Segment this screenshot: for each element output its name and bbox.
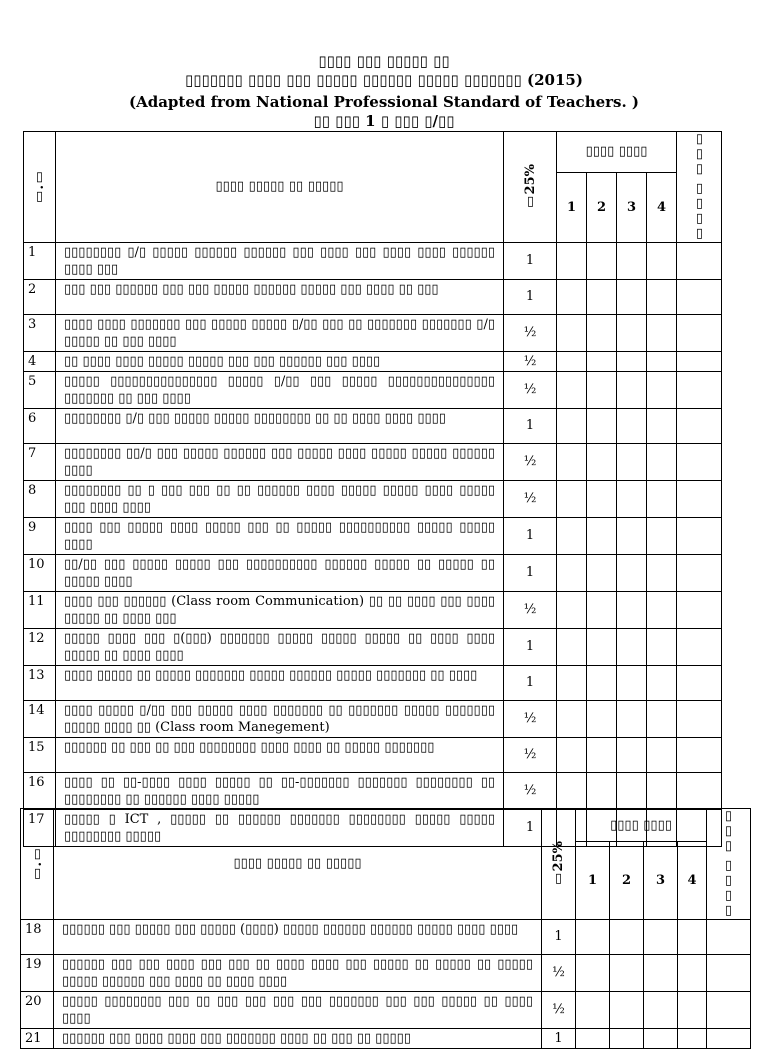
grade-4-cell[interactable]: [678, 919, 707, 954]
grade-2-cell[interactable]: [587, 737, 617, 772]
row-criteria-text: ▯▯▯▯ ▯▯ ▯▯-▯▯▯▯ ▯▯▯▯ ▯▯▯▯▯ ▯▯ ▯▯-▯▯▯▯▯▯▯ ▯▯▯▯▯▯▯ ▯▯▯▯▯▯▯▯ ▯▯ ▯▯▯▯▯▯▯▯ ▯▯ ▯▯▯▯▯▯ ▯▯▯▯ ▯▯▯▯▯: [56, 772, 504, 809]
criteria-header: ▯▯▯▯ ▯▯▯▯▯ ▯▯ ▯▯▯▯▯: [54, 809, 542, 920]
total-cell[interactable]: [677, 700, 722, 737]
row-number: 7: [24, 443, 56, 480]
grade-2-cell[interactable]: [610, 919, 644, 954]
grade-3-cell[interactable]: [617, 279, 647, 314]
row-number: 11: [24, 591, 56, 628]
row-criteria-text: ▯▯▯▯ ▯▯▯ ▯▯▯▯▯ ▯▯▯▯ ▯▯▯▯▯ ▯▯▯ ▯▯ ▯▯▯▯▯ ▯▯▯▯▯▯▯▯▯▯ ▯▯▯▯▯ ▯▯▯▯▯ ▯▯▯▯: [56, 517, 504, 554]
grade-2-cell[interactable]: [587, 480, 617, 517]
grade-3-cell[interactable]: [617, 443, 647, 480]
row-number: 14: [24, 700, 56, 737]
total-cell[interactable]: [677, 665, 722, 700]
grade-1-cell[interactable]: [557, 591, 587, 628]
total-cell[interactable]: [677, 554, 722, 591]
total-cell[interactable]: [677, 371, 722, 408]
weight-header: ▯25%: [542, 809, 576, 920]
total-cell[interactable]: [677, 408, 722, 443]
grade-1-cell[interactable]: [557, 242, 587, 279]
grade-4-cell[interactable]: [678, 1028, 707, 1048]
grade-4-cell[interactable]: [647, 242, 677, 279]
total-cell[interactable]: [677, 628, 722, 665]
row-weight: 1: [504, 242, 557, 279]
row-criteria-text: ▯▯▯▯▯ ▯▯▯▯▯▯▯▯ ▯▯▯ ▯▯ ▯▯▯ ▯▯▯ ▯▯▯ ▯▯▯ ▯▯▯▯▯▯▯ ▯▯▯ ▯▯▯ ▯▯▯▯▯ ▯▯ ▯▯▯▯ ▯▯▯▯: [54, 991, 542, 1028]
row-criteria-text: ▯▯▯▯▯▯ ▯▯▯ ▯▯▯▯ ▯▯▯▯ ▯▯▯ ▯▯▯▯▯▯▯ ▯▯▯▯ ▯▯ ▯▯▯ ▯▯ ▯▯▯▯▯: [54, 1028, 542, 1048]
table-row: [24, 665, 722, 700]
row-weight: ½: [504, 772, 557, 809]
row-criteria-text: ▯▯▯▯▯▯▯▯ ▯▯/▯ ▯▯▯ ▯▯▯▯▯ ▯▯▯▯▯▯ ▯▯▯ ▯▯▯▯▯ ▯▯▯▯ ▯▯▯▯▯ ▯▯▯▯▯ ▯▯▯▯▯▯ ▯▯▯▯: [56, 443, 504, 480]
row-weight: 1: [504, 554, 557, 591]
grade-4-cell[interactable]: [647, 591, 677, 628]
doc-title-line-2: ▯▯▯▯▯▯▯ ▯▯▯▯ ▯▯▯ ▯▯▯▯▯ ▯▯▯▯▯▯ ▯▯▯▯▯ ▯▯▯▯▯▯▯ (2015): [185, 71, 583, 89]
grade-1-cell[interactable]: [557, 351, 587, 371]
table-body-page-1: [24, 242, 722, 846]
row-number: 20: [21, 991, 54, 1028]
grade-2-cell[interactable]: [587, 665, 617, 700]
total-cell[interactable]: [677, 591, 722, 628]
serial-header: ▯.▯: [21, 809, 54, 920]
grade-2-cell[interactable]: [610, 954, 644, 991]
grade-1-cell[interactable]: [576, 919, 610, 954]
row-weight: ½: [504, 351, 557, 371]
row-criteria-text: ▯▯ ▯▯▯▯ ▯▯▯▯ ▯▯▯▯▯ ▯▯▯▯▯ ▯▯▯ ▯▯▯ ▯▯▯▯▯▯ ▯▯▯ ▯▯▯▯: [56, 351, 504, 371]
row-weight: ½: [504, 443, 557, 480]
table-row: [24, 279, 722, 314]
grade-3-cell[interactable]: [617, 665, 647, 700]
row-criteria-text: ▯▯▯▯ ▯▯▯▯▯ ▯/▯▯ ▯▯▯ ▯▯▯▯▯ ▯▯▯▯ ▯▯▯▯▯▯▯ ▯▯ ▯▯▯▯▯▯▯ ▯▯▯▯▯ ▯▯▯▯▯▯▯ ▯▯▯▯▯ ▯▯▯▯ ▯▯ (Class room Manegement): [56, 700, 504, 737]
table-row: [24, 737, 722, 772]
row-number: 19: [21, 954, 54, 991]
doc-title-line-1: ▯▯▯▯ ▯▯▯ ▯▯▯▯▯ ▯▯: [318, 52, 450, 70]
grade-2-cell[interactable]: [587, 554, 617, 591]
grade-1-cell[interactable]: [576, 991, 610, 1028]
grade-3-cell[interactable]: [617, 517, 647, 554]
grade-4-cell[interactable]: [647, 351, 677, 371]
row-number: 17: [24, 809, 56, 846]
grade-2-header: 2: [587, 172, 617, 242]
total-cell[interactable]: [707, 1028, 751, 1048]
grade-3-cell[interactable]: [617, 628, 647, 665]
total-cell[interactable]: [677, 480, 722, 517]
row-criteria-text: ▯▯▯▯ ▯▯▯▯ ▯▯▯▯▯▯▯ ▯▯▯ ▯▯▯▯▯ ▯▯▯▯▯ ▯/▯▯ ▯▯▯ ▯▯ ▯▯▯▯▯▯▯ ▯▯▯▯▯▯▯ ▯/▯ ▯▯▯▯▯ ▯▯ ▯▯▯ ▯▯▯▯: [56, 314, 504, 351]
grade-2-cell[interactable]: [587, 371, 617, 408]
grade-2-cell[interactable]: [610, 1028, 644, 1048]
grade-3-cell[interactable]: [644, 1028, 678, 1048]
grade-1-cell[interactable]: [557, 772, 587, 809]
row-weight: ½: [504, 737, 557, 772]
row-weight: 1: [504, 809, 557, 846]
grade-3-cell[interactable]: [617, 242, 647, 279]
total-cell[interactable]: [677, 772, 722, 809]
row-criteria-text: ▯▯▯▯▯ ▯ ICT , ▯▯▯▯▯ ▯▯ ▯▯▯▯▯▯ ▯▯▯▯▯▯▯ ▯▯▯▯▯▯▯▯ ▯▯▯▯▯ ▯▯▯▯▯ ▯▯▯▯▯▯▯▯ ▯▯▯▯▯: [56, 809, 504, 846]
table-row: [24, 591, 722, 628]
table-row: [21, 954, 751, 991]
total-cell[interactable]: [677, 242, 722, 279]
row-number: 21: [21, 1028, 54, 1048]
total-cell[interactable]: [677, 737, 722, 772]
table-row: [24, 314, 722, 351]
table-body-page-2: [21, 919, 751, 1048]
grade-1-cell[interactable]: [557, 737, 587, 772]
grade-3-cell[interactable]: [644, 919, 678, 954]
grade-4-cell[interactable]: [678, 954, 707, 991]
doc-title-line-3: (Adapted from National Professional Standard of Teachers. ): [128, 93, 640, 111]
grade-4-cell[interactable]: [647, 665, 677, 700]
total-header: ▯▯▯▯ ▯▯▯: [707, 809, 751, 920]
grade-4-cell[interactable]: [647, 700, 677, 737]
row-weight: 1: [504, 517, 557, 554]
row-weight: 1: [542, 1028, 576, 1048]
grade-3-cell[interactable]: [617, 591, 647, 628]
table-row: [21, 991, 751, 1028]
grade-4-header: 4: [647, 172, 677, 242]
row-criteria-text: ▯▯▯▯▯▯▯▯ ▯/▯ ▯▯▯ ▯▯▯▯▯ ▯▯▯▯▯ ▯▯▯▯▯▯▯▯ ▯▯ ▯▯ ▯▯▯▯ ▯▯▯▯ ▯▯▯▯: [56, 408, 504, 443]
table-row: [21, 1028, 751, 1048]
row-weight: 1: [504, 408, 557, 443]
grade-4-cell[interactable]: [647, 554, 677, 591]
table-row: [24, 517, 722, 554]
grade-3-cell[interactable]: [644, 991, 678, 1028]
row-weight: 1: [504, 279, 557, 314]
grade-1-cell[interactable]: [557, 628, 587, 665]
row-weight: ½: [504, 480, 557, 517]
grade-2-cell[interactable]: [587, 772, 617, 809]
grade-1-cell[interactable]: [557, 517, 587, 554]
grade-1-cell[interactable]: [557, 665, 587, 700]
row-criteria-text: ▯▯▯▯ ▯▯▯▯▯ ▯▯ ▯▯▯▯▯ ▯▯▯▯▯▯▯ ▯▯▯▯▯ ▯▯▯▯▯▯ ▯▯▯▯▯ ▯▯▯▯▯▯▯ ▯▯ ▯▯▯▯: [56, 665, 504, 700]
grade-2-cell[interactable]: [587, 628, 617, 665]
row-criteria-text: ▯▯▯▯▯ ▯▯▯▯ ▯▯▯ ▯(▯▯▯) ▯▯▯▯▯▯▯ ▯▯▯▯▯ ▯▯▯▯▯ ▯▯▯▯▯ ▯▯ ▯▯▯▯ ▯▯▯▯ ▯▯▯▯▯ ▯▯ ▯▯▯▯ ▯▯▯▯: [56, 628, 504, 665]
grade-group-header: ▯▯▯▯ ▯▯▯▯: [576, 809, 707, 842]
total-cell[interactable]: [677, 279, 722, 314]
total-cell[interactable]: [707, 919, 751, 954]
grade-1-cell[interactable]: [576, 1028, 610, 1048]
grade-1-cell[interactable]: [557, 371, 587, 408]
row-weight: ½: [504, 371, 557, 408]
grade-4-cell[interactable]: [647, 279, 677, 314]
grade-4-cell[interactable]: [647, 628, 677, 665]
grade-2-header: 2: [610, 842, 644, 919]
total-cell[interactable]: [677, 443, 722, 480]
row-number: 6: [24, 408, 56, 443]
grade-1-cell[interactable]: [557, 443, 587, 480]
table-row: [24, 408, 722, 443]
row-number: 16: [24, 772, 56, 809]
grade-2-cell[interactable]: [587, 242, 617, 279]
row-number: 3: [24, 314, 56, 351]
grade-4-cell[interactable]: [647, 772, 677, 809]
grade-1-cell[interactable]: [557, 480, 587, 517]
grade-1-cell[interactable]: [557, 279, 587, 314]
total-cell[interactable]: [677, 314, 722, 351]
grade-1-cell[interactable]: [557, 408, 587, 443]
row-weight: ½: [504, 700, 557, 737]
assessment-table-page-2: [20, 808, 751, 1049]
row-number: 9: [24, 517, 56, 554]
grade-2-cell[interactable]: [610, 991, 644, 1028]
grade-1-cell[interactable]: [557, 314, 587, 351]
row-criteria-text: ▯▯▯▯▯▯▯▯ ▯▯ ▯ ▯▯▯ ▯▯▯ ▯▯ ▯▯ ▯▯▯▯▯▯ ▯▯▯▯ ▯▯▯▯▯ ▯▯▯▯▯ ▯▯▯▯ ▯▯▯▯▯ ▯▯▯ ▯▯▯▯ ▯▯▯▯: [56, 480, 504, 517]
table-row: [24, 371, 722, 408]
row-weight: 1: [542, 919, 576, 954]
grade-1-cell[interactable]: [576, 954, 610, 991]
grade-4-cell[interactable]: [647, 517, 677, 554]
row-criteria-text: ▯▯▯▯ ▯▯▯ ▯▯▯▯▯▯ (Class room Communication) ▯▯ ▯▯ ▯▯▯▯ ▯▯▯ ▯▯▯▯ ▯▯▯▯▯ ▯▯ ▯▯▯▯ ▯▯▯: [56, 591, 504, 628]
row-weight: ½: [542, 991, 576, 1028]
row-number: 4: [24, 351, 56, 371]
table-row: [24, 242, 722, 279]
grade-2-cell[interactable]: [587, 314, 617, 351]
row-weight: ½: [504, 314, 557, 351]
row-criteria-text: ▯▯▯ ▯▯▯ ▯▯▯▯▯▯ ▯▯▯ ▯▯▯ ▯▯▯▯▯ ▯▯▯▯▯▯ ▯▯▯▯▯ ▯▯▯ ▯▯▯▯ ▯▯ ▯▯▯: [56, 279, 504, 314]
table-row: [24, 480, 722, 517]
grade-4-cell[interactable]: [647, 371, 677, 408]
total-cell[interactable]: [707, 991, 751, 1028]
grade-4-cell[interactable]: [647, 314, 677, 351]
grade-3-header: 3: [617, 172, 647, 242]
row-criteria-text: ▯▯▯▯▯▯▯▯ ▯/▯ ▯▯▯▯▯ ▯▯▯▯▯▯ ▯▯▯▯▯▯ ▯▯▯ ▯▯▯▯ ▯▯▯ ▯▯▯▯ ▯▯▯▯ ▯▯▯▯▯▯ ▯▯▯▯ ▯▯▯: [56, 242, 504, 279]
row-weight: ½: [504, 591, 557, 628]
row-criteria-text: ▯▯/▯▯ ▯▯▯ ▯▯▯▯▯ ▯▯▯▯▯ ▯▯▯ ▯▯▯▯▯▯▯▯▯▯ ▯▯▯▯▯▯ ▯▯▯▯▯ ▯▯ ▯▯▯▯▯ ▯▯ ▯▯▯▯▯ ▯▯▯▯: [56, 554, 504, 591]
table-row: [24, 700, 722, 737]
row-number: 18: [21, 919, 54, 954]
row-number: 2: [24, 279, 56, 314]
grade-2-cell[interactable]: [587, 351, 617, 371]
grade-3-cell[interactable]: [617, 700, 647, 737]
total-cell[interactable]: [677, 351, 722, 371]
table-row: [24, 351, 722, 371]
row-number: 1: [24, 242, 56, 279]
grade-4-header: 4: [678, 842, 707, 919]
serial-header: ▯.▯: [24, 132, 56, 243]
row-weight: ½: [542, 954, 576, 991]
row-criteria-text: ▯▯▯▯▯ ▯▯▯▯▯▯▯▯▯▯▯▯▯▯▯ ▯▯▯▯▯ ▯/▯▯ ▯▯▯ ▯▯▯▯▯ ▯▯▯▯▯▯▯▯▯▯▯▯▯▯▯ ▯▯▯▯▯▯▯ ▯▯ ▯▯▯ ▯▯▯▯: [56, 371, 504, 408]
grade-3-cell[interactable]: [644, 954, 678, 991]
grade-2-cell[interactable]: [587, 443, 617, 480]
row-criteria-text: ▯▯▯▯▯▯ ▯▯ ▯▯▯ ▯▯ ▯▯▯ ▯▯▯▯▯▯▯▯ ▯▯▯▯ ▯▯▯▯ ▯▯ ▯▯▯▯▯ ▯▯▯▯▯▯▯: [56, 737, 504, 772]
total-cell[interactable]: [677, 517, 722, 554]
grade-2-cell[interactable]: [587, 517, 617, 554]
grade-2-cell[interactable]: [587, 408, 617, 443]
grade-3-cell[interactable]: [617, 772, 647, 809]
row-number: 12: [24, 628, 56, 665]
grade-4-cell[interactable]: [647, 737, 677, 772]
grade-4-cell[interactable]: [647, 480, 677, 517]
grade-3-header: 3: [644, 842, 678, 919]
grade-3-cell[interactable]: [617, 554, 647, 591]
grade-4-cell[interactable]: [647, 443, 677, 480]
table-row: [21, 919, 751, 954]
table-row: [24, 772, 722, 809]
grade-group-header: ▯▯▯▯ ▯▯▯▯: [557, 132, 677, 173]
table-row: [24, 443, 722, 480]
grade-1-header: 1: [557, 172, 587, 242]
row-number: 10: [24, 554, 56, 591]
grade-2-cell[interactable]: [587, 591, 617, 628]
row-weight: 1: [504, 628, 557, 665]
total-header: ▯▯▯▯ ▯▯▯: [677, 132, 722, 243]
table-row: [24, 554, 722, 591]
doc-title-line-4: ▯▯ ▯▯▯ 1 ▯ ▯▯▯ ▯/▯▯: [313, 112, 455, 130]
grade-3-cell[interactable]: [617, 314, 647, 351]
grade-4-cell[interactable]: [647, 408, 677, 443]
row-criteria-text: ▯▯▯▯▯▯ ▯▯▯ ▯▯▯▯▯ ▯▯▯ ▯▯▯▯▯ (▯▯▯▯) ▯▯▯▯▯ ▯▯▯▯▯▯ ▯▯▯▯▯▯ ▯▯▯▯▯ ▯▯▯▯ ▯▯▯▯: [54, 919, 542, 954]
grade-3-cell[interactable]: [617, 351, 647, 371]
grade-3-cell[interactable]: [617, 371, 647, 408]
grade-1-header: 1: [576, 842, 610, 919]
grade-2-cell[interactable]: [587, 279, 617, 314]
table-row: [24, 628, 722, 665]
grade-1-cell[interactable]: [557, 554, 587, 591]
row-number: 5: [24, 371, 56, 408]
row-weight: 1: [504, 665, 557, 700]
criteria-header: ▯▯▯▯ ▯▯▯▯▯ ▯▯ ▯▯▯▯▯: [56, 132, 504, 243]
row-number: 13: [24, 665, 56, 700]
row-criteria-text: ▯▯▯▯▯▯ ▯▯▯ ▯▯▯ ▯▯▯▯ ▯▯▯ ▯▯▯ ▯▯ ▯▯▯▯ ▯▯▯▯ ▯▯▯ ▯▯▯▯▯ ▯▯ ▯▯▯▯▯ ▯▯ ▯▯▯▯▯ ▯▯▯▯▯ ▯▯▯▯▯▯ ▯▯▯ ▯▯▯▯ ▯▯ ▯▯▯▯ ▯▯▯▯: [54, 954, 542, 991]
assessment-table-page-1: [23, 131, 722, 847]
grade-4-cell[interactable]: [678, 991, 707, 1028]
weight-header: ▯25%: [504, 132, 557, 243]
row-number: 8: [24, 480, 56, 517]
grade-3-cell[interactable]: [617, 480, 647, 517]
grade-3-cell[interactable]: [617, 737, 647, 772]
grade-1-cell[interactable]: [557, 700, 587, 737]
grade-3-cell[interactable]: [617, 408, 647, 443]
row-number: 15: [24, 737, 56, 772]
total-cell[interactable]: [707, 954, 751, 991]
grade-2-cell[interactable]: [587, 700, 617, 737]
